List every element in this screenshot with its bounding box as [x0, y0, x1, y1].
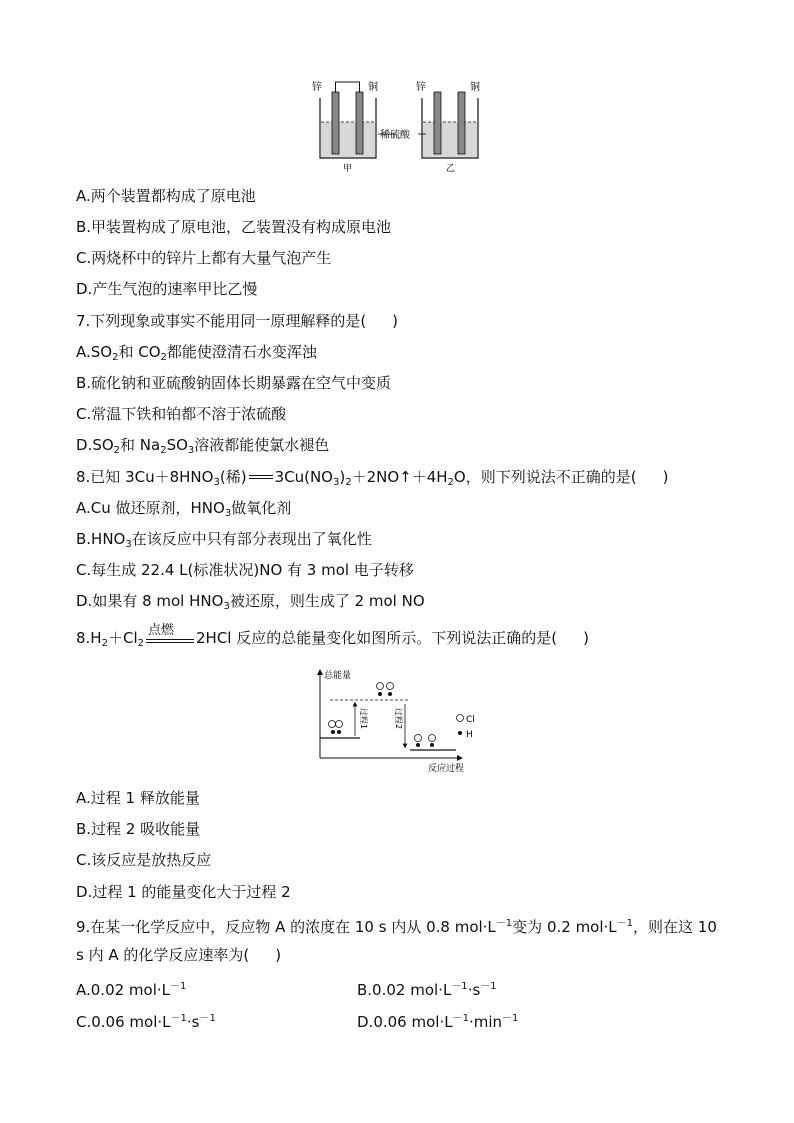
caption-yi: 乙 — [446, 164, 456, 174]
q8a-option-b: $B.HNO_3$在该反应中只有部分表现出了氧化性 — [76, 530, 372, 550]
beaker-yi — [422, 92, 478, 158]
zinc-label-yi: 锌 — [416, 82, 426, 93]
q6-option-d: D.产生气泡的速率甲比乙慢 — [76, 280, 258, 298]
q7-option-d: $D.SO_2$和 $Na_2SO_3$溶液都能使氯水褪色 — [76, 436, 330, 456]
q8a-option-c: C.每生成 22.4 L(标准状况)NO 有 3 mol 电子转移 — [76, 561, 414, 579]
q9-stem-line2: s 内 A 的化学反应速率为( ) — [76, 946, 282, 964]
q8b-option-c: C.该反应是放热反应 — [76, 851, 212, 869]
q8b-stem: $8.H_2+Cl_2$ 点燃 2HCl 反应的总能量变化如图所示。下列说法正确的是( ) — [76, 623, 589, 649]
q8b-option-b: B.过程 2 吸收能量 — [76, 820, 201, 838]
legend-h: H — [466, 730, 473, 740]
q9-option-c: C.0.06 $mol\cdot L^{-1}\cdot s^{-1}$ — [76, 1013, 216, 1031]
q8a-option-d: D.如果有 8 mol $HNO_3$被还原，则生成了 2 mol NO — [76, 592, 425, 612]
x-axis-label: 反应过程 — [428, 764, 465, 774]
equals-sign — [247, 467, 275, 487]
q9-option-d: D.0.06 $mol\cdot L^{-1}\cdot\min^{-1}$ — [357, 1013, 519, 1031]
energy-diagram — [310, 668, 490, 776]
legend-cl: Cl — [466, 715, 475, 725]
caption-jia: 甲 — [343, 164, 353, 174]
galvanic-cells-figure — [310, 78, 490, 174]
reaction-condition-arrow: 点燃 — [144, 628, 196, 648]
q6-option-c: C.两烧杯中的锌片上都有大量气泡产生 — [76, 249, 332, 267]
copper-label-jia: 铜 — [368, 82, 378, 93]
q8b-option-d: D.过程 1 的能量变化大于过程 2 — [76, 883, 291, 901]
q6-option-a: A.两个装置都构成了原电池 — [76, 187, 256, 205]
process2-label: 过程2 — [394, 708, 403, 730]
q7-stem: 7.下列现象或事实不能用同一原理解释的是( ) — [76, 312, 399, 330]
process1-label: 过程1 — [359, 708, 368, 730]
q8a-stem: 8.已知 $3Cu+8HNO_3$(稀) $3Cu(NO_3)_2+2NO↑+4H_2O$，则下列说法不正确的是( ) — [76, 468, 669, 488]
q6-option-b: B.甲装置构成了原电池，乙装置没有构成原电池 — [76, 218, 392, 236]
zinc-label-jia: 锌 — [312, 82, 322, 93]
acid-label: 稀硫酸 — [380, 130, 410, 141]
q8a-option-a: A.Cu 做还原剂，$HNO_3$做氧化剂 — [76, 499, 292, 519]
q7-option-b: B.硫化钠和亚硫酸钠固体长期暴露在空气中变质 — [76, 374, 392, 392]
q9-option-b: B.0.02 $mol\cdot L^{-1}\cdot s^{-1}$ — [357, 981, 497, 999]
copper-label-yi: 铜 — [470, 82, 480, 93]
q7-option-c: C.常温下铁和铂都不溶于浓硫酸 — [76, 405, 287, 423]
beaker-jia — [320, 82, 376, 158]
y-axis-label: 总能量 — [324, 671, 352, 681]
q7-option-a: $A.SO_2$和 $CO_2$都能使澄清石水变浑浊 — [76, 343, 317, 363]
q9-stem-line1: 9.在某一化学反应中，反应物 A 的浓度在 10 s 内从 0.8 $mol\cdot L^{-1}$变为 0.2 $mol\cdot L^{-1}$，则在这 10 — [76, 918, 717, 936]
q9-option-a: A.0.02 $mol\cdot L^{-1}$ — [76, 981, 187, 999]
q8b-option-a: A.过程 1 释放能量 — [76, 789, 200, 807]
